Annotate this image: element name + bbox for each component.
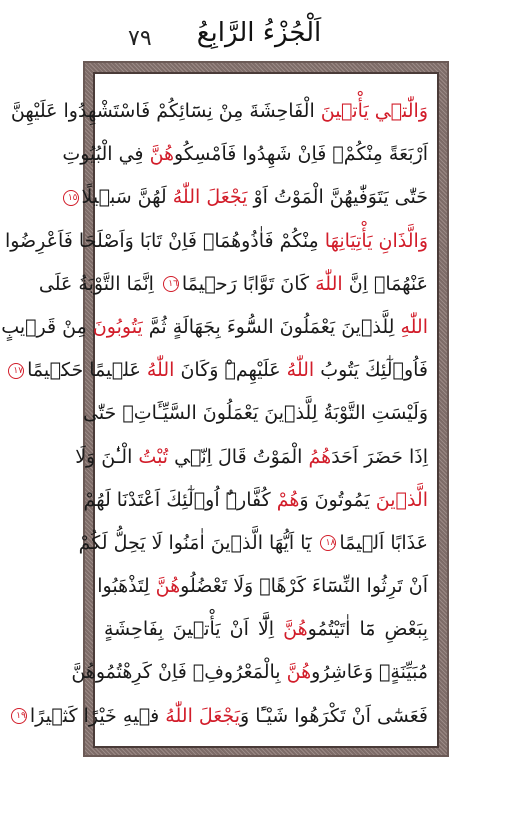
verse-line	[83, 479, 428, 522]
highlighted-word: الَّذ۪ينَ	[375, 488, 428, 511]
verse-line	[67, 176, 428, 219]
highlighted-word: يَجْعَلَ اللّٰهُ	[165, 704, 240, 727]
verse-text: الْفَاحِشَةَ مِنْ نِسَٓائِكُمْ فَاسْتَشْهِدُوا عَلَيْهِنَّ	[10, 100, 321, 122]
ayah-number-marker: ١٥	[63, 190, 79, 206]
ayah-number-marker: ١٦	[163, 276, 179, 292]
verse-text: اِلَّٓا اَنْ يَأْت۪ينَ بِفَاحِشَةٍ	[104, 618, 284, 641]
verse-text: لِلَّذ۪ينَ يَعْمَلُونَ السُّٓوءَ بِجَهَالَةٍ ثُمَّ	[142, 315, 401, 338]
verse-line	[82, 392, 428, 435]
verse-text: يَٓا اَيُّهَا الَّذ۪ينَ اٰمَنُوا لَا يَحِلُّ لَكُمْ	[78, 531, 318, 554]
verse-text: لَهُنَّ سَب۪يلًا	[81, 186, 173, 209]
verse-text: كَانَ تَوَّابًا رَح۪يمًا	[181, 272, 316, 295]
verse-line	[16, 695, 428, 738]
verse-text: عَذَابًا اَل۪يمًا	[339, 531, 428, 554]
verse-text: يَمُوتُونَ وَ	[299, 488, 376, 511]
ayah-number-marker: ١٨	[320, 535, 336, 551]
page-header	[0, 0, 518, 62]
verse-text: مُبَيِّنَةٍۚ وَعَاشِرُو	[311, 661, 428, 684]
page-number: ٧٩	[128, 26, 152, 51]
verse-line	[104, 608, 428, 651]
verse-text: بِالْمَعْرُوفِۚ فَاِنْ كَرِهْتُمُوهُنَّ	[71, 661, 287, 684]
verse-text: الْمَوْتُ قَالَ اِنّ۪ي	[168, 445, 309, 468]
verse-text: فِي الْبُيُوتِ	[62, 143, 150, 166]
highlighted-word: اللّٰهِ	[400, 315, 428, 338]
verse-line	[75, 436, 428, 479]
verse-text: وَلَيْسَتِ التَّوْبَةُ لِلَّذ۪ينَ يَعْمَلُونَ السَّيِّـَٔاتِۚ حَتّٰى	[82, 402, 428, 425]
verse-text: مِنْكُمْ فَاٰذُوهُمَاۚ فَاِنْ تَابَا وَاَصْلَحَا فَاَعْرِضُوا	[4, 229, 325, 252]
verse-text: عَنْهُمَاۜ اِنَّ	[342, 272, 428, 295]
highlighted-word: يَجْعَلَ اللّٰهُ	[172, 186, 248, 209]
highlighted-word: هُنَّ	[149, 143, 175, 166]
verse-text: اَنْ تَرِثُوا النِّسَٓاءَ كَرْهًاۜ وَلَا تَعْضُلُو	[180, 575, 428, 598]
highlighted-word: وَالَّذَانِ يَأْتِيَانِهَا	[324, 229, 428, 252]
highlighted-word: هُنَّ	[286, 661, 312, 684]
ayah-number-marker: ١٧	[8, 363, 24, 379]
verse-text: ف۪يهِ خَيْرًا كَث۪يرًا	[29, 704, 166, 727]
verse-text: كُفَّارٌۜ اُو۬لٰٓئِكَ اَعْتَدْنَا لَهُمْ	[83, 488, 277, 511]
verse-text: بِبَعْضِ مَٓا اٰتَيْتُمُو	[307, 618, 428, 641]
verse-text: عَلَيْهِمْۜ وَكَانَ	[174, 359, 287, 382]
highlighted-word: اللّٰهُ	[146, 359, 175, 382]
verse-text: اِذَا حَضَرَ اَحَدَ	[331, 445, 428, 468]
highlighted-word: وَالّٰت۪ي يَأْت۪ينَ	[320, 100, 428, 122]
highlighted-word: اللّٰهَ	[315, 272, 343, 295]
highlighted-word: هُنَّ	[283, 618, 308, 641]
highlighted-word: هُنَّ	[155, 575, 181, 598]
verse-line	[78, 522, 428, 565]
verse-text: اَرْبَعَةً مِنْكُمْۚ فَاِنْ شَهِدُوا فَاَمْسِكُو	[174, 143, 428, 166]
ayah-number-marker: ١٩	[11, 708, 27, 724]
verse-line	[13, 349, 428, 392]
verse-line	[1, 306, 428, 349]
verse-text: حَتّٰى يَتَوَفّٰيهُنَّ الْمَوْتُ اَوْ	[247, 186, 428, 209]
verse-text: الْـٰٔنَ وَلَا	[75, 445, 139, 468]
verse-line	[62, 133, 428, 176]
verse-line	[71, 651, 428, 694]
verse-line	[97, 565, 428, 608]
verse-line	[38, 263, 428, 306]
highlighted-word: هُمْ	[276, 488, 300, 511]
highlighted-word: تُبْتُ	[138, 445, 169, 468]
verse-text: مِنْ قَر۪يبٍ	[1, 315, 93, 338]
verse-text: عَل۪يمًا حَك۪يمًا	[27, 359, 147, 382]
quran-text-block	[1, 90, 428, 740]
verse-text: اِنَّمَا التَّوْبَةُ عَلَى	[38, 272, 160, 295]
highlighted-word: هُمُ	[308, 445, 332, 468]
verse-line	[10, 90, 428, 133]
juz-title: اَلْجُزْءُ الرَّابِعُ	[196, 18, 322, 48]
verse-text: فَاُو۬لٰٓئِكَ يَتُوبُ	[314, 359, 428, 382]
verse-text: فَعَسٰٓى اَنْ تَكْرَهُوا شَيْـًٔا وَ	[240, 704, 428, 727]
highlighted-word: اللّٰهُ	[286, 359, 315, 382]
verse-line	[4, 220, 428, 263]
highlighted-word: يَتُوبُونَ	[92, 315, 143, 338]
verse-text: لِتَذْهَبُوا	[97, 575, 156, 598]
